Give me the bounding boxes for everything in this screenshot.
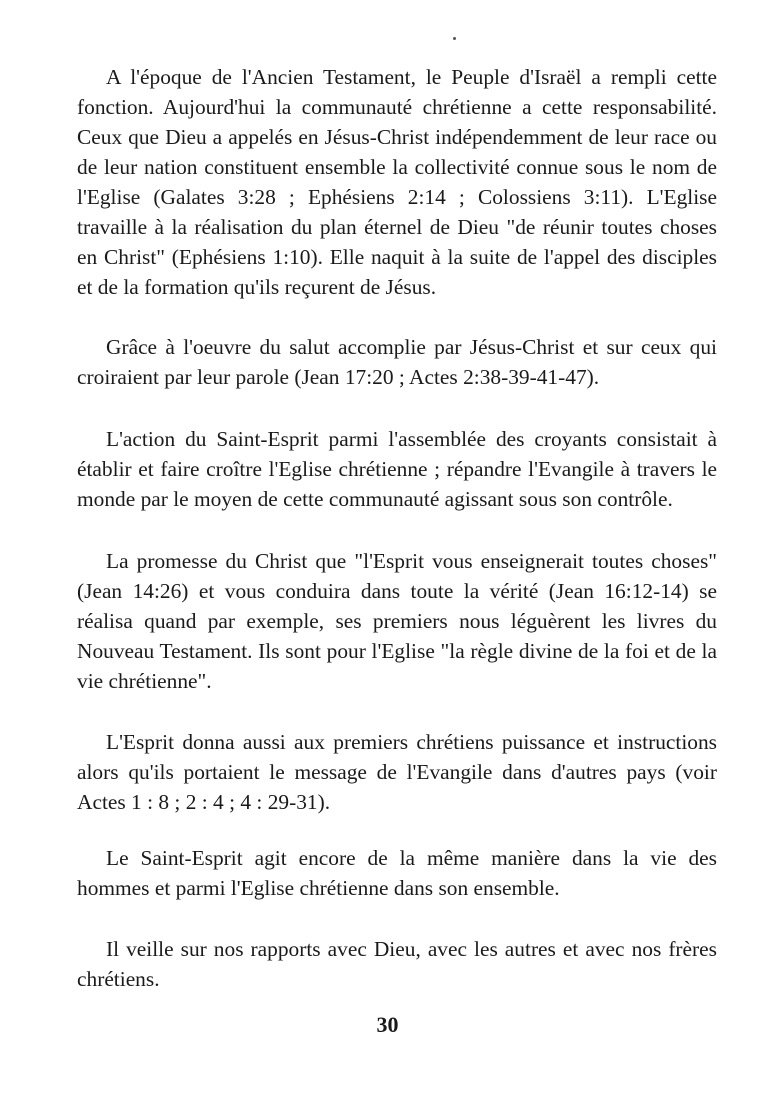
paragraph-6: Le Saint-Esprit agit encore de la même manière dans la vie des hommes et parmi l'Eglise chrétienne dans son ensemble.	[77, 846, 717, 900]
scan-speck	[453, 37, 456, 40]
paragraph-7: Il veille sur nos rapports avec Dieu, avec les autres et avec nos frères chrétiens.	[77, 937, 717, 991]
paragraph-4: La promesse du Christ que "l'Esprit vous enseignerait toutes choses" (Jean 14:26) et vous conduira dans toute la vérité (Jean 16:12-14) se réalisa quand par exemple, ses premiers nous léguèrent les livres du Nouveau Testament. Ils sont pour l'Eglise "la règle divine de la foi et de la vie chrétienne".	[77, 549, 717, 693]
paragraph-1: A l'époque de l'Ancien Testament, le Peuple d'Israël a rempli cette fonction. Aujourd'hui la communauté chrétienne a cette responsabilité. Ceux que Dieu a appelés en Jésus-Christ indépendemment de leur race ou de leur nation constituent ensemble la collectivité connue sous le nom de l'Eglise (Galates 3:28 ; Ephésiens 2:14 ; Colossiens 3:11). L'Eglise travaille à la réalisation du plan éternel de Dieu "de réunir toutes choses en Christ" (Ephésiens 1:10). Elle naquit à la suite de l'appel des disciples et de la formation qu'ils reçurent de Jésus.	[77, 65, 717, 299]
paragraph-3: L'action du Saint-Esprit parmi l'assemblée des croyants consistait à établir et faire croître l'Eglise chrétienne ; répandre l'Evangile à travers le monde par le moyen de cette communauté agissant sous son contrôle.	[77, 427, 717, 511]
page-body	[77, 62, 717, 994]
page-number: 30	[376, 1012, 399, 1037]
paragraph-5: L'Esprit donna aussi aux premiers chrétiens puissance et instructions alors qu'ils portaient le message de l'Evangile dans d'autres pays (voir Actes 1 : 8 ; 2 : 4 ; 4 : 29-31).	[77, 730, 717, 814]
paragraph-2: Grâce à l'oeuvre du salut accomplie par Jésus-Christ et sur ceux qui croiraient par leur parole (Jean 17:20 ; Actes 2:38-39-41-47).	[77, 335, 717, 389]
